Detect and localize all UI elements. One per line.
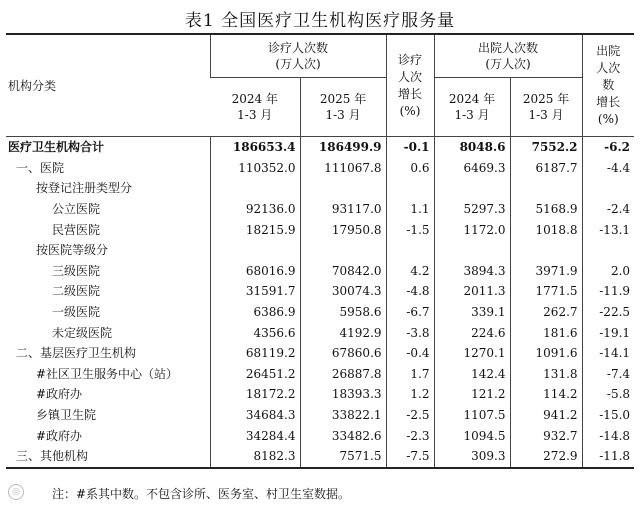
cell-discharge-2024: 339.1 (434, 302, 510, 323)
watermark-icon: ◎ (8, 484, 24, 500)
table-row (6, 158, 634, 179)
cell-visits-2025: 30074.3 (300, 281, 386, 302)
cell-visits-growth: 0.6 (386, 158, 434, 179)
cell-visits-2024: 186653.4 (210, 137, 300, 158)
table-row (6, 343, 634, 364)
header-discharge-group: 出院人次数 (万人次) (434, 34, 582, 78)
row-label: 乡镇卫生院 (36, 408, 97, 423)
cell-visits-growth (386, 178, 434, 199)
cell-visits-growth: -3.8 (386, 322, 434, 343)
row-label: 三、其他机构 (6, 446, 210, 468)
cell-discharge-2024: 1107.5 (434, 405, 510, 426)
table-row (6, 425, 634, 446)
row-label: 二、基层医疗卫生机构 (16, 346, 137, 361)
cell-discharge-2024 (434, 240, 510, 261)
cell-discharge-growth: -6.2 (582, 137, 634, 158)
header-visits-growth: 诊疗 人次 增长 (%) (386, 34, 434, 137)
cell-visits-2025: 67860.6 (300, 343, 386, 364)
cell-discharge-2024: 5297.3 (434, 199, 510, 220)
cell-visits-2024: 34684.3 (210, 405, 300, 426)
row-label: 医疗卫生机构合计 (6, 137, 210, 158)
cell-discharge-2025: 1018.8 (510, 219, 582, 240)
cell-discharge-growth (582, 178, 634, 199)
cell-visits-2024 (210, 240, 300, 261)
table-row (6, 240, 634, 261)
row-label: 未定级医院 (52, 325, 113, 340)
header-category: 机构分类 (6, 34, 210, 137)
row-label: 按医院等级分 (36, 243, 109, 258)
cell-visits-2024: 68016.9 (210, 261, 300, 282)
cell-discharge-2025: 262.7 (510, 302, 582, 323)
cell-visits-growth: 1.7 (386, 364, 434, 385)
cell-discharge-2025: 7552.2 (510, 137, 582, 158)
row-label: 公立医院 (52, 202, 101, 217)
cell-discharge-2024: 121.2 (434, 384, 510, 405)
cell-discharge-growth: -11.9 (582, 281, 634, 302)
cell-visits-growth: 1.2 (386, 384, 434, 405)
cell-visits-growth: -0.4 (386, 343, 434, 364)
table-row (6, 405, 634, 426)
table-row (6, 446, 634, 468)
cell-discharge-2025: 1091.6 (510, 343, 582, 364)
row-label: 按登记注册类型分 (36, 181, 133, 196)
cell-visits-growth: 1.1 (386, 199, 434, 220)
cell-visits-2025 (300, 178, 386, 199)
cell-visits-2025: 111067.8 (300, 158, 386, 179)
row-label: #社区卫生服务中心（站） (36, 366, 179, 381)
cell-discharge-growth: -2.4 (582, 199, 634, 220)
table-row (6, 137, 634, 158)
table-row (6, 302, 634, 323)
cell-discharge-growth: -15.0 (582, 405, 634, 426)
table-title: 表1 全国医疗卫生机构医疗服务量 (184, 11, 456, 31)
cell-visits-2025: 33482.6 (300, 425, 386, 446)
cell-discharge-2025: 181.6 (510, 322, 582, 343)
header-visits-2024: 2024 年 1-3 月 (231, 92, 278, 122)
cell-visits-2025: 186499.9 (300, 137, 386, 158)
cell-discharge-growth: -5.8 (582, 384, 634, 405)
cell-discharge-growth: -22.5 (582, 302, 634, 323)
cell-visits-growth: -4.8 (386, 281, 434, 302)
medical-service-volume-table (6, 33, 634, 469)
cell-discharge-2025: 941.2 (510, 405, 582, 426)
cell-visits-2024: 26451.2 (210, 364, 300, 385)
cell-visits-2024: 18172.2 (210, 384, 300, 405)
cell-visits-2024: 92136.0 (210, 199, 300, 220)
cell-visits-2025: 17950.8 (300, 219, 386, 240)
cell-discharge-2024: 224.6 (434, 322, 510, 343)
cell-discharge-growth: -14.8 (582, 425, 634, 446)
cell-visits-2025: 70842.0 (300, 261, 386, 282)
cell-discharge-2025: 3971.9 (510, 261, 582, 282)
cell-discharge-2024: 6469.3 (434, 158, 510, 179)
cell-visits-2024: 8182.3 (210, 446, 300, 468)
header-discharge-2024: 2024 年 1-3 月 (434, 78, 510, 137)
cell-visits-growth: -2.3 (386, 425, 434, 446)
header-visits-group: 诊疗人次数 (万人次) (210, 34, 386, 78)
cell-discharge-2025: 131.8 (510, 364, 582, 385)
table-row (6, 219, 634, 240)
cell-visits-2024 (210, 178, 300, 199)
row-label: 一、医院 (16, 160, 65, 175)
cell-visits-growth: -2.5 (386, 405, 434, 426)
cell-discharge-2025 (510, 178, 582, 199)
table-row (6, 322, 634, 343)
cell-visits-2025: 93117.0 (300, 199, 386, 220)
cell-discharge-2024: 1172.0 (434, 219, 510, 240)
row-label: 三级医院 (52, 263, 101, 278)
row-label: #政府办 (36, 428, 83, 443)
cell-visits-growth: -0.1 (386, 137, 434, 158)
cell-visits-growth: -6.7 (386, 302, 434, 323)
cell-visits-2024: 18215.9 (210, 219, 300, 240)
row-label: 民营医院 (52, 222, 101, 237)
cell-discharge-2024: 2011.3 (434, 281, 510, 302)
cell-visits-2025: 26887.8 (300, 364, 386, 385)
row-label: 一级医院 (52, 305, 101, 320)
cell-discharge-2024: 3894.3 (434, 261, 510, 282)
cell-discharge-growth (582, 240, 634, 261)
cell-discharge-2024: 142.4 (434, 364, 510, 385)
cell-discharge-2024: 8048.6 (434, 137, 510, 158)
cell-discharge-2024: 1094.5 (434, 425, 510, 446)
cell-discharge-growth: -11.8 (582, 446, 634, 468)
cell-discharge-growth: -4.4 (582, 158, 634, 179)
cell-discharge-growth: 2.0 (582, 261, 634, 282)
row-label: #政府办 (36, 387, 83, 402)
cell-visits-2024: 68119.2 (210, 343, 300, 364)
cell-discharge-2024 (434, 178, 510, 199)
cell-discharge-2025: 1771.5 (510, 281, 582, 302)
cell-discharge-growth: -19.1 (582, 322, 634, 343)
table-row (6, 281, 634, 302)
header-discharge-2025: 2025 年 1-3 月 (510, 78, 582, 137)
cell-visits-2025: 18393.3 (300, 384, 386, 405)
cell-discharge-2025: 5168.9 (510, 199, 582, 220)
cell-visits-2024: 6386.9 (210, 302, 300, 323)
cell-visits-2025: 7571.5 (300, 446, 386, 468)
row-label: 二级医院 (52, 284, 101, 299)
cell-discharge-2024: 1270.1 (434, 343, 510, 364)
cell-visits-growth: -1.5 (386, 219, 434, 240)
cell-visits-2025 (300, 240, 386, 261)
cell-visits-2024: 4356.6 (210, 322, 300, 343)
table-row (6, 261, 634, 282)
table-row (6, 384, 634, 405)
table-footnote: 注：#系其中数。不包含诊所、医务室、村卫生室数据。 (52, 487, 351, 501)
cell-visits-growth: -7.5 (386, 446, 434, 468)
header-visits-2025: 2025 年 1-3 月 (300, 78, 386, 137)
cell-visits-2024: 34284.4 (210, 425, 300, 446)
cell-discharge-2025: 272.9 (510, 446, 582, 468)
cell-visits-2024: 31591.7 (210, 281, 300, 302)
cell-discharge-2025 (510, 240, 582, 261)
cell-visits-growth: 4.2 (386, 261, 434, 282)
cell-discharge-growth: -14.1 (582, 343, 634, 364)
cell-discharge-2025: 932.7 (510, 425, 582, 446)
cell-visits-2024: 110352.0 (210, 158, 300, 179)
cell-discharge-2025: 114.2 (510, 384, 582, 405)
cell-visits-2025: 4192.9 (300, 322, 386, 343)
table-row (6, 199, 634, 220)
cell-discharge-growth: -13.1 (582, 219, 634, 240)
cell-visits-2025: 5958.6 (300, 302, 386, 323)
cell-discharge-2024: 309.3 (434, 446, 510, 468)
table-row (6, 364, 634, 385)
cell-visits-2025: 33822.1 (300, 405, 386, 426)
cell-visits-growth (386, 240, 434, 261)
table-row (6, 178, 634, 199)
cell-discharge-2025: 6187.7 (510, 158, 582, 179)
header-discharge-growth: 出院 人次 数 增长 (%) (582, 34, 634, 137)
cell-discharge-growth: -7.4 (582, 364, 634, 385)
